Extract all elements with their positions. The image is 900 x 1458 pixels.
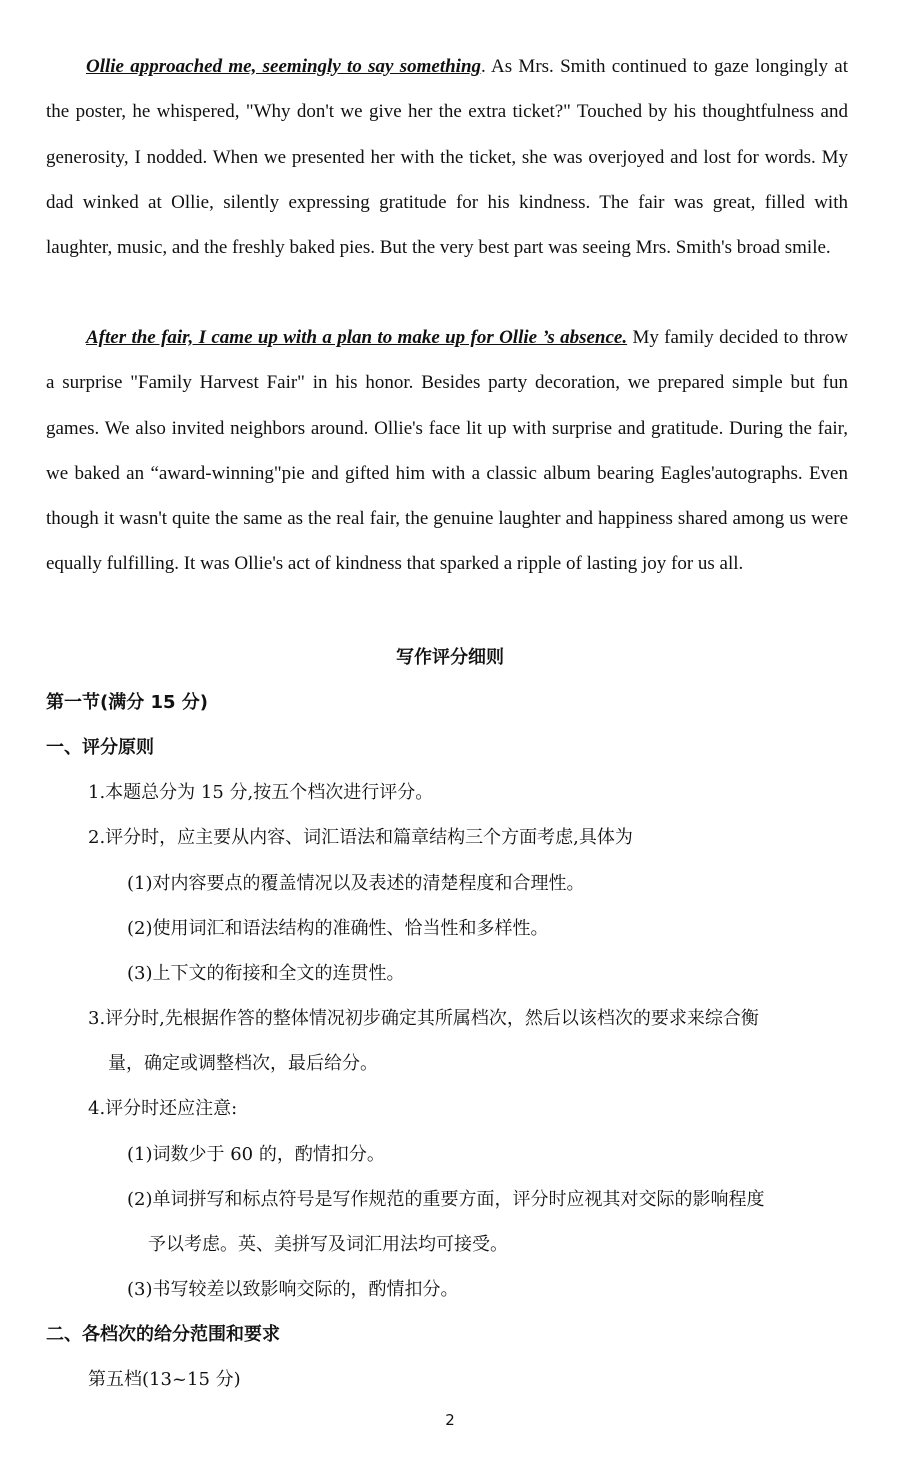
rubric-item-2: 2.评分时，应主要从内容、词汇语法和篇章结构三个方面考虑,具体为 <box>88 827 633 848</box>
paragraph-2-lead-sentence: After the fair, I came up with a plan to make up for Ollie ’s absence. <box>86 327 628 348</box>
level-5-heading: 第五档(13~15 分) <box>88 1369 241 1390</box>
rubric-item-2-sub-3: (3)上下文的衔接和全文的连贯性。 <box>127 963 405 984</box>
rubric-item-2-sub-1: (1)对内容要点的覆盖情况以及表述的清楚程度和合理性。 <box>127 873 585 894</box>
part-2-heading: 二、各档次的给分范围和要求 <box>46 1324 280 1345</box>
section-heading: 第一节(满分 15 分) <box>46 692 209 713</box>
rubric-item-4-sub-2-line-1: (2)单词拼写和标点符号是写作规范的重要方面，评分时应视其对交际的影响程度 <box>127 1189 765 1210</box>
rubric-item-4-sub-3: (3)书写较差以致影响交际的，酌情扣分。 <box>127 1279 459 1300</box>
rubric-item-3-line-2: 量，确定或调整档次，最后给分。 <box>108 1053 378 1074</box>
page-number: 2 <box>445 1411 455 1429</box>
rubric-item-4: 4.评分时还应注意: <box>88 1098 238 1119</box>
rubric-item-2-sub-2: (2)使用词汇和语法结构的准确性、恰当性和多样性。 <box>127 918 549 939</box>
part-1-heading: 一、评分原则 <box>46 737 154 758</box>
rubric-title: 写作评分细则 <box>396 647 504 668</box>
rubric-item-1: 1.本题总分为 15 分,按五个档次进行评分。 <box>88 782 434 803</box>
rubric-item-4-sub-2-line-2: 予以考虑。英、美拼写及词汇用法均可接受。 <box>148 1234 508 1255</box>
essay-paragraph-2 <box>46 315 848 587</box>
paragraph-1-body: . As Mrs. Smith continued to gaze longingly at the poster, he whispered, "Why don't we give her the extra ticket?" Touched by his thoughtfulness and generosity, I nodded. When we presented her with the ticket, she was overjoyed and lost for words. My dad winked at Ollie, silently expressing gratitude for his kindness. The fair was great, filled with laughter, music, and the freshly baked pies. But the very best part was seeing Mrs. Smith's broad smile. <box>46 56 848 259</box>
paragraph-2-body: My family decided to throw a surprise "Family Harvest Fair" in his honor. Besides party decoration, we prepared simple but fun games. We also invited neighbors around. Ollie's face lit up with surprise and gratitude. During the fair, we baked an “award-winning"pie and gifted him with a classic album bearing Eagles'autographs. Even though it wasn't quite the same as the real fair, the genuine laughter and happiness shared among us were equally fulfilling. It was Ollie's act of kindness that sparked a ripple of lasting joy for us all. <box>46 327 848 575</box>
paragraph-1-lead-sentence: Ollie approached me, seemingly to say something <box>86 56 482 77</box>
rubric-item-3-line-1: 3.评分时,先根据作答的整体情况初步确定其所属档次，然后以该档次的要求来综合衡 <box>88 1008 759 1029</box>
rubric-item-4-sub-1: (1)词数少于 60 的，酌情扣分。 <box>127 1144 385 1165</box>
essay-paragraph-1 <box>46 44 848 270</box>
